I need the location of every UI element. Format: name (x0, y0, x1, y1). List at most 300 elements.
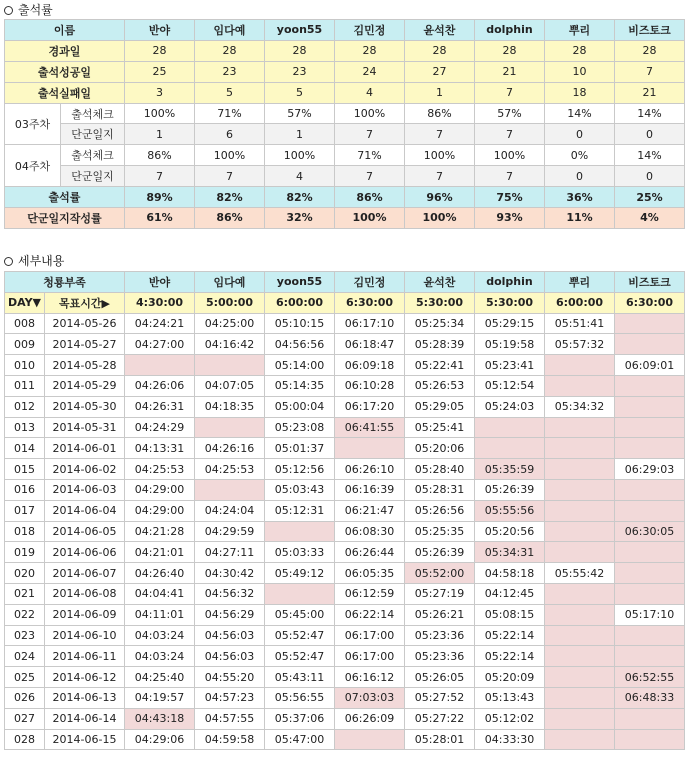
table-row (5, 396, 685, 417)
table-row (5, 479, 685, 500)
date-cell: 2014-06-10 (45, 625, 125, 646)
time-cell: 06:21:47 (335, 500, 405, 521)
time-cell: 04:03:24 (125, 625, 195, 646)
day-cell: 013 (5, 417, 45, 438)
time-cell: 04:58:18 (475, 563, 545, 584)
day-cell: 019 (5, 542, 45, 563)
value-cell: 100% (125, 103, 195, 124)
time-cell: 05:52:47 (265, 646, 335, 667)
time-cell: 06:05:35 (335, 563, 405, 584)
missed-cell (545, 687, 615, 708)
time-cell: 05:10:15 (265, 313, 335, 334)
value-cell: 5 (265, 82, 335, 103)
value-cell: 1 (405, 82, 475, 103)
target-time-cell: 6:30:00 (335, 292, 405, 313)
time-cell: 06:18:47 (335, 334, 405, 355)
time-cell: 06:09:18 (335, 355, 405, 376)
time-cell: 05:27:22 (405, 708, 475, 729)
date-cell: 2014-06-07 (45, 563, 125, 584)
time-cell: 05:26:53 (405, 375, 475, 396)
time-cell: 05:22:14 (475, 646, 545, 667)
name-header: 비즈토크 (615, 20, 685, 41)
time-cell: 04:21:01 (125, 542, 195, 563)
table-row (5, 500, 685, 521)
name-header: yoon55 (265, 20, 335, 41)
time-cell: 06:26:09 (335, 708, 405, 729)
time-cell: 05:52:00 (405, 563, 475, 584)
date-cell: 2014-06-02 (45, 459, 125, 480)
value-cell: 28 (335, 40, 405, 61)
missed-cell (475, 417, 545, 438)
time-cell: 05:23:08 (265, 417, 335, 438)
detail-title-text: 세부내용 (18, 254, 65, 268)
time-cell: 06:22:14 (335, 604, 405, 625)
name-header: 뿌리 (545, 20, 615, 41)
time-cell: 05:49:12 (265, 563, 335, 584)
time-cell: 05:14:00 (265, 355, 335, 376)
attendance-detail-table (4, 271, 685, 750)
time-cell: 04:27:00 (125, 334, 195, 355)
value-cell: 7 (335, 166, 405, 187)
time-cell: 05:51:41 (545, 313, 615, 334)
missed-cell (615, 417, 685, 438)
table-row (5, 521, 685, 542)
value-cell: 82% (265, 187, 335, 208)
value-cell: 4 (265, 166, 335, 187)
day-cell: 023 (5, 625, 45, 646)
week-label: 04주차 (5, 145, 61, 187)
success-row (5, 61, 685, 82)
time-cell: 05:55:42 (545, 563, 615, 584)
time-cell: 06:26:10 (335, 459, 405, 480)
table-row (5, 459, 685, 480)
table-row (5, 625, 685, 646)
time-cell: 04:27:11 (195, 542, 265, 563)
week-check-row (5, 103, 685, 124)
attendance-summary-table (4, 19, 685, 229)
missed-cell (615, 625, 685, 646)
summary-title-text: 출석률 (18, 3, 53, 17)
date-cell: 2014-05-27 (45, 334, 125, 355)
time-cell: 04:56:32 (195, 583, 265, 604)
missed-cell (545, 542, 615, 563)
value-cell: 24 (335, 61, 405, 82)
table-row (5, 542, 685, 563)
missed-cell (545, 604, 615, 625)
value-cell: 7 (475, 166, 545, 187)
time-cell: 05:43:11 (265, 667, 335, 688)
time-cell: 05:52:47 (265, 625, 335, 646)
week-journal-row (5, 124, 685, 145)
time-cell: 05:29:05 (405, 396, 475, 417)
time-cell: 04:55:20 (195, 667, 265, 688)
time-cell: 04:18:35 (195, 396, 265, 417)
time-cell: 05:12:54 (475, 375, 545, 396)
table-row (5, 417, 685, 438)
time-cell: 05:47:00 (265, 729, 335, 750)
time-cell: 05:35:59 (475, 459, 545, 480)
table-row (5, 604, 685, 625)
table-row (5, 646, 685, 667)
value-cell: 7 (475, 82, 545, 103)
target-header: 목표시간▶ (45, 292, 125, 313)
date-cell: 2014-05-31 (45, 417, 125, 438)
target-time-cell: 5:30:00 (475, 292, 545, 313)
time-cell: 04:25:00 (195, 313, 265, 334)
value-cell: 28 (545, 40, 615, 61)
table-row (5, 667, 685, 688)
value-cell: 7 (405, 166, 475, 187)
time-cell: 04:29:59 (195, 521, 265, 542)
name-header: 반야 (125, 20, 195, 41)
corner-header: 청룡부족 (5, 272, 125, 293)
day-cell: 027 (5, 708, 45, 729)
target-time-cell: 6:30:00 (615, 292, 685, 313)
value-cell: 23 (265, 61, 335, 82)
missed-cell (615, 375, 685, 396)
value-cell: 100% (195, 145, 265, 166)
missed-cell (545, 355, 615, 376)
time-cell: 04:56:03 (195, 646, 265, 667)
day-cell: 021 (5, 583, 45, 604)
table-row (5, 563, 685, 584)
time-cell: 05:19:58 (475, 334, 545, 355)
value-cell: 21 (615, 82, 685, 103)
time-cell: 05:25:35 (405, 521, 475, 542)
week-label: 03주차 (5, 103, 61, 145)
time-cell: 05:20:56 (475, 521, 545, 542)
value-cell: 61% (125, 208, 195, 229)
value-cell: 18 (545, 82, 615, 103)
missed-cell (615, 479, 685, 500)
value-cell: 75% (475, 187, 545, 208)
time-cell: 04:57:23 (195, 687, 265, 708)
date-cell: 2014-06-05 (45, 521, 125, 542)
value-cell: 10 (545, 61, 615, 82)
value-cell: 27 (405, 61, 475, 82)
time-cell: 06:52:55 (615, 667, 685, 688)
fail-row (5, 82, 685, 103)
day-cell: 016 (5, 479, 45, 500)
missed-cell (615, 542, 685, 563)
target-time-cell: 5:30:00 (405, 292, 475, 313)
time-cell: 06:17:00 (335, 625, 405, 646)
missed-cell (335, 729, 405, 750)
time-cell: 05:22:14 (475, 625, 545, 646)
row-header: 출석률 (5, 187, 125, 208)
date-cell: 2014-06-04 (45, 500, 125, 521)
missed-cell (545, 708, 615, 729)
time-cell: 05:01:37 (265, 438, 335, 459)
day-cell: 026 (5, 687, 45, 708)
time-cell: 05:12:02 (475, 708, 545, 729)
missed-cell (195, 417, 265, 438)
date-cell: 2014-06-03 (45, 479, 125, 500)
target-time-cell: 6:00:00 (545, 292, 615, 313)
day-cell: 008 (5, 313, 45, 334)
time-cell: 05:22:41 (405, 355, 475, 376)
date-cell: 2014-05-26 (45, 313, 125, 334)
value-cell: 7 (195, 166, 265, 187)
value-cell: 0 (615, 124, 685, 145)
name-header: 김민정 (335, 272, 405, 293)
time-cell: 04:24:21 (125, 313, 195, 334)
time-cell: 05:03:33 (265, 542, 335, 563)
date-cell: 2014-06-01 (45, 438, 125, 459)
value-cell: 57% (265, 103, 335, 124)
time-cell: 04:04:41 (125, 583, 195, 604)
missed-cell (615, 313, 685, 334)
time-cell: 06:17:20 (335, 396, 405, 417)
value-cell: 86% (405, 103, 475, 124)
journal-rate-row (5, 208, 685, 229)
time-cell: 04:29:06 (125, 729, 195, 750)
time-cell: 05:00:04 (265, 396, 335, 417)
value-cell: 7 (125, 166, 195, 187)
day-cell: 018 (5, 521, 45, 542)
time-cell: 04:03:24 (125, 646, 195, 667)
missed-cell (545, 479, 615, 500)
time-cell: 05:25:41 (405, 417, 475, 438)
time-cell: 06:41:55 (335, 417, 405, 438)
missed-cell (545, 667, 615, 688)
summary-section-title (4, 2, 53, 18)
time-cell: 05:45:00 (265, 604, 335, 625)
day-cell: 025 (5, 667, 45, 688)
time-cell: 05:28:31 (405, 479, 475, 500)
value-cell: 0 (545, 166, 615, 187)
time-cell: 06:48:33 (615, 687, 685, 708)
day-cell: 014 (5, 438, 45, 459)
table-row (5, 438, 685, 459)
missed-cell (545, 438, 615, 459)
row-header: 출석체크 (61, 145, 125, 166)
day-header: DAY▼ (5, 292, 45, 313)
value-cell: 0 (615, 166, 685, 187)
value-cell: 11% (545, 208, 615, 229)
missed-cell (615, 708, 685, 729)
value-cell: 28 (265, 40, 335, 61)
value-cell: 25 (125, 61, 195, 82)
time-cell: 05:17:10 (615, 604, 685, 625)
name-header: yoon55 (265, 272, 335, 293)
time-cell: 04:12:45 (475, 583, 545, 604)
time-cell: 06:16:39 (335, 479, 405, 500)
header-row (5, 272, 685, 293)
time-cell: 05:23:36 (405, 625, 475, 646)
value-cell: 14% (545, 103, 615, 124)
time-cell: 05:55:56 (475, 500, 545, 521)
value-cell: 57% (475, 103, 545, 124)
target-time-cell: 6:00:00 (265, 292, 335, 313)
week-check-row (5, 145, 685, 166)
time-cell: 04:59:58 (195, 729, 265, 750)
time-cell: 05:57:32 (545, 334, 615, 355)
date-cell: 2014-06-09 (45, 604, 125, 625)
value-cell: 93% (475, 208, 545, 229)
day-cell: 011 (5, 375, 45, 396)
time-cell: 05:03:43 (265, 479, 335, 500)
date-cell: 2014-06-14 (45, 708, 125, 729)
time-cell: 05:34:32 (545, 396, 615, 417)
time-cell: 05:27:52 (405, 687, 475, 708)
time-cell: 05:23:41 (475, 355, 545, 376)
day-cell: 009 (5, 334, 45, 355)
value-cell: 1 (265, 124, 335, 145)
week-journal-row (5, 166, 685, 187)
date-cell: 2014-06-08 (45, 583, 125, 604)
value-cell: 6 (195, 124, 265, 145)
time-cell: 06:16:12 (335, 667, 405, 688)
missed-cell (545, 375, 615, 396)
value-cell: 86% (125, 145, 195, 166)
value-cell: 96% (405, 187, 475, 208)
time-cell: 04:25:53 (195, 459, 265, 480)
time-cell: 04:25:53 (125, 459, 195, 480)
name-header: 윤석찬 (405, 20, 475, 41)
value-cell: 32% (265, 208, 335, 229)
value-cell: 4% (615, 208, 685, 229)
value-cell: 3 (125, 82, 195, 103)
time-cell: 05:12:56 (265, 459, 335, 480)
time-cell: 05:20:06 (405, 438, 475, 459)
missed-cell (615, 334, 685, 355)
time-cell: 05:12:31 (265, 500, 335, 521)
day-cell: 028 (5, 729, 45, 750)
corner-header: 이름 (5, 20, 125, 41)
row-header: 출석실패일 (5, 82, 125, 103)
time-cell: 06:30:05 (615, 521, 685, 542)
elapsed-row (5, 40, 685, 61)
time-cell: 05:26:39 (475, 479, 545, 500)
value-cell: 100% (335, 103, 405, 124)
value-cell: 71% (195, 103, 265, 124)
date-cell: 2014-05-30 (45, 396, 125, 417)
missed-cell (545, 459, 615, 480)
day-cell: 024 (5, 646, 45, 667)
value-cell: 71% (335, 145, 405, 166)
date-cell: 2014-06-12 (45, 667, 125, 688)
name-header: dolphin (475, 20, 545, 41)
name-header: 반야 (125, 272, 195, 293)
missed-cell (125, 355, 195, 376)
time-cell: 04:43:18 (125, 708, 195, 729)
missed-cell (545, 521, 615, 542)
circle-bullet-icon (4, 257, 13, 266)
missed-cell (265, 583, 335, 604)
table-row (5, 583, 685, 604)
time-cell: 05:37:06 (265, 708, 335, 729)
time-cell: 06:17:10 (335, 313, 405, 334)
value-cell: 100% (335, 208, 405, 229)
missed-cell (615, 500, 685, 521)
value-cell: 89% (125, 187, 195, 208)
value-cell: 23 (195, 61, 265, 82)
value-cell: 28 (475, 40, 545, 61)
time-cell: 05:26:56 (405, 500, 475, 521)
missed-cell (545, 500, 615, 521)
value-cell: 100% (475, 145, 545, 166)
value-cell: 100% (265, 145, 335, 166)
value-cell: 28 (195, 40, 265, 61)
missed-cell (615, 583, 685, 604)
time-cell: 04:24:04 (195, 500, 265, 521)
row-header: 경과일 (5, 40, 125, 61)
name-header: 뿌리 (545, 272, 615, 293)
table-row (5, 313, 685, 334)
date-cell: 2014-06-11 (45, 646, 125, 667)
value-cell: 86% (195, 208, 265, 229)
time-cell: 04:57:55 (195, 708, 265, 729)
time-cell: 05:08:15 (475, 604, 545, 625)
day-cell: 022 (5, 604, 45, 625)
value-cell: 0% (545, 145, 615, 166)
name-header: 비즈토크 (615, 272, 685, 293)
name-header: 김민정 (335, 20, 405, 41)
missed-cell (615, 396, 685, 417)
missed-cell (545, 583, 615, 604)
value-cell: 86% (335, 187, 405, 208)
row-header: 출석체크 (61, 103, 125, 124)
time-cell: 04:26:16 (195, 438, 265, 459)
detail-section-title (4, 253, 64, 269)
time-cell: 05:14:35 (265, 375, 335, 396)
time-cell: 05:24:03 (475, 396, 545, 417)
row-header: 단군일지작성률 (5, 208, 125, 229)
value-cell: 100% (405, 208, 475, 229)
value-cell: 14% (615, 103, 685, 124)
value-cell: 14% (615, 145, 685, 166)
time-cell: 06:10:28 (335, 375, 405, 396)
time-cell: 06:08:30 (335, 521, 405, 542)
value-cell: 4 (335, 82, 405, 103)
time-cell: 05:28:39 (405, 334, 475, 355)
missed-cell (615, 438, 685, 459)
missed-cell (195, 355, 265, 376)
missed-cell (265, 521, 335, 542)
missed-cell (195, 479, 265, 500)
time-cell: 06:09:01 (615, 355, 685, 376)
time-cell: 05:25:34 (405, 313, 475, 334)
table-row (5, 729, 685, 750)
value-cell: 100% (405, 145, 475, 166)
row-header: 출석성공일 (5, 61, 125, 82)
value-cell: 28 (615, 40, 685, 61)
missed-cell (615, 729, 685, 750)
time-cell: 04:26:40 (125, 563, 195, 584)
time-cell: 05:26:05 (405, 667, 475, 688)
table-row (5, 355, 685, 376)
row-header: 단군일지 (61, 124, 125, 145)
table-row (5, 334, 685, 355)
target-row (5, 292, 685, 313)
time-cell: 05:13:43 (475, 687, 545, 708)
time-cell: 06:17:00 (335, 646, 405, 667)
date-cell: 2014-06-15 (45, 729, 125, 750)
header-row (5, 20, 685, 41)
value-cell: 28 (125, 40, 195, 61)
target-time-cell: 5:00:00 (195, 292, 265, 313)
time-cell: 06:12:59 (335, 583, 405, 604)
time-cell: 04:56:03 (195, 625, 265, 646)
time-cell: 05:26:39 (405, 542, 475, 563)
value-cell: 1 (125, 124, 195, 145)
time-cell: 04:26:06 (125, 375, 195, 396)
value-cell: 82% (195, 187, 265, 208)
time-cell: 06:26:44 (335, 542, 405, 563)
value-cell: 25% (615, 187, 685, 208)
time-cell: 05:29:15 (475, 313, 545, 334)
